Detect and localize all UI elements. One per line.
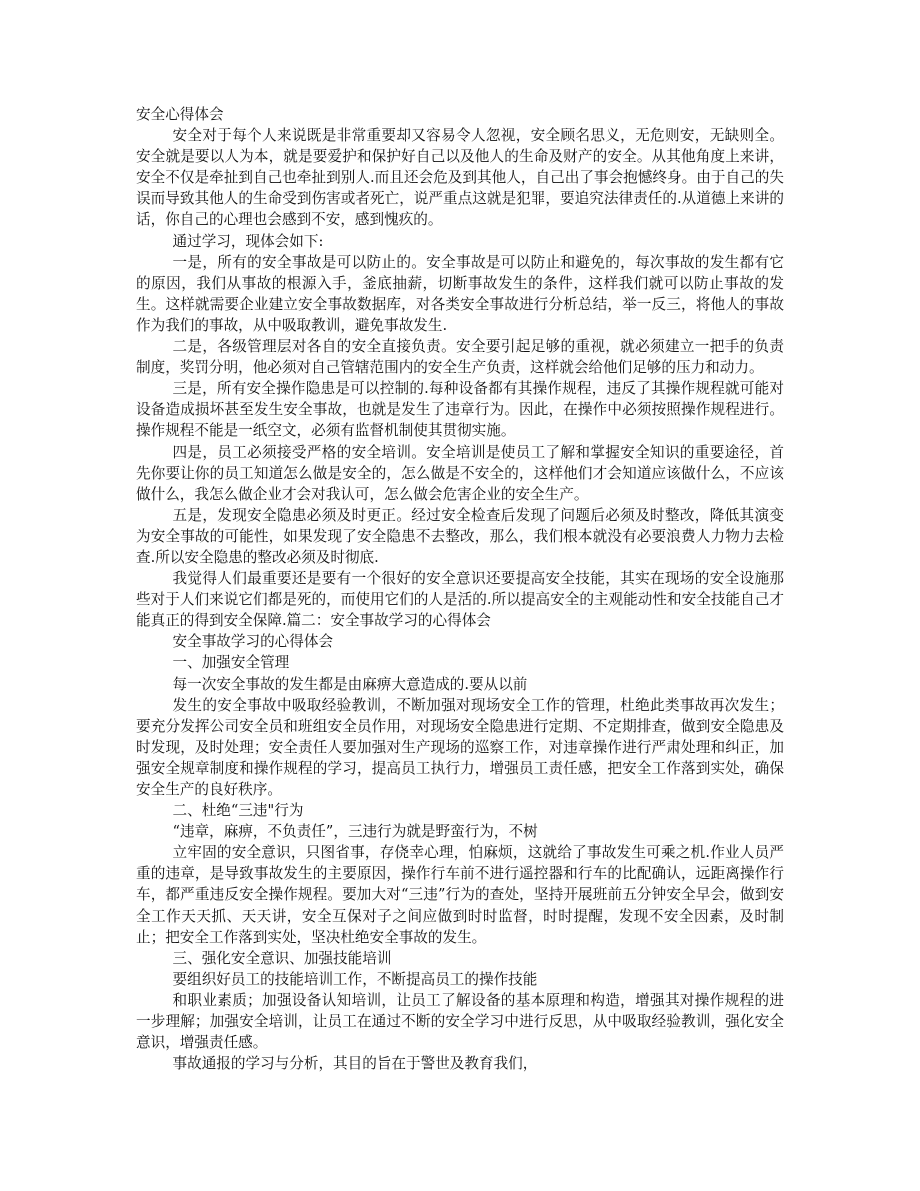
document-page <box>136 104 784 1074</box>
paragraph: 我觉得人们最重要还是要有一个很好的安全意识还要提高安全技能，其实在现场的安全设施那些对于人们来说它们都是死的，而使用它们的人是活的.所以提高安全的主观能动性和安全技能自己才能真正的得到安全保障.篇二：安全事故学习的心得体会 <box>136 570 784 630</box>
section-heading: 三、强化安全意识、加强技能培训 <box>172 949 392 967</box>
paragraph: 要组织好员工的技能培训工作，不断提高员工的操作技能 <box>172 970 538 988</box>
section-title: 安全事故学习的心得体会 <box>172 633 334 651</box>
paragraph: “违章，麻痹，不负责任”，三违行为就是野蛮行为，不树 <box>172 823 538 841</box>
paragraph: 通过学习，现体会如下: <box>172 232 324 250</box>
section-heading: 二、杜绝“三违"行为 <box>172 802 304 820</box>
paragraph: 五是，发现安全隐患必须及时更正。经过安全检查后发现了问题后必须及时整改，降低其演变为安全事故的可能性，如果发现了安全隐患不去整改，那么，我们根本就没有必要浪费人力物力去检查.所以安全隐患的整改必须及时彻底. <box>136 506 784 566</box>
paragraph: 三是，所有安全操作隐患是可以控制的.每种设备都有其操作规程，违反了其操作规程就可能对设备造成损坏甚至发生安全事故，也就是发生了违章行为。因此，在操作中必须按照操作规程进行。操作规程不能是一纸空文，必须有监督机制使其贯彻实施。 <box>136 380 784 440</box>
paragraph: 发生的安全事故中吸取经验教训，不断加强对现场安全工作的管理，杜绝此类事故再次发生；要充分发挥公司安全员和班组安全员作用，对现场安全隐患进行定期、不定期排查，做到安全隐患及时发现，及时处理；安全责任人要加强对生产现场的巡察工作，对违章操作进行严肃处理和纠正，加强安全规章制度和操作规程的学习，提高员工执行力，增强员工责任感，把安全工作落到实处，确保安全生产的良好秩序。 <box>136 696 784 798</box>
section-heading: 一、加强安全管理 <box>172 654 290 672</box>
paragraph: 立牢固的安全意识，只图省事，存侥幸心理，怕麻烦，这就给了事故发生可乘之机.作业人员严重的违章，是导致事故发生的主要原因，操作行车前不进行遥控器和行车的比配确认，远距离操作行车，都严重违反安全操作规程。要加大对“三违”行为的查处，坚持开展班前五分钟安全早会，做到安全工作天天抓、天天讲，安全互保对子之间应做到时时监督，时时提醒，发现不安全因素，及时制止；把安全工作落到实处，坚决杜绝安全事故的发生。 <box>136 844 784 946</box>
paragraph: 一是，所有的安全事故是可以防止的。安全事故是可以防止和避免的，每次事故的发生都有它的原因，我们从事故的根源入手，釜底抽薪，切断事故发生的条件，这样我们就可以防止事故的发生。这样就需要企业建立安全事故数据库，对各类安全事故进行分析总结，举一反三，将他人的事故作为我们的事故，从中吸取教训，避免事故发生. <box>136 253 784 334</box>
paragraph: 事故通报的学习与分析，其目的旨在于警世及教育我们， <box>172 1055 538 1073</box>
paragraph: 四是，员工必须接受严格的安全培训。安全培训是使员工了解和掌握安全知识的重要途径，首先你要让你的员工知道怎么做是安全的，怎么做是不安全的，这样他们才会知道应该做什么，不应该做什么，我怎么做企业才会对我认可，怎么做会危害企业的安全生产。 <box>136 443 784 503</box>
paragraph: 每一次安全事故的发生都是由麻痹大意造成的.要从以前 <box>172 675 528 693</box>
paragraph: 二是，各级管理层对各自的安全直接负责。安全要引起足够的重视，就必须建立一把手的负责制度，奖罚分明，他必须对自己管辖范围内的安全生产负责，这样就会给他们足够的压力和动力。 <box>136 338 784 377</box>
document-title: 安全心得体会 <box>136 106 224 123</box>
paragraph: 安全对于每个人来说既是非常重要却又容易令人忽视，安全顾名思义，无危则安，无缺则全。安全就是要以人为本，就是要爱护和保护好自己以及他人的生命及财产的安全。从其他角度上来讲，安全不仅是牵扯到自己也牵扯到别人.而且还会危及到其他人，自己出了事会抱憾终身。由于自己的失误而导致其他人的生命受到伤害或者死亡，说严重点这就是犯罪，要追究法律责任的.从道德上来讲的话，你自己的心理也会感到不安，感到愧疚的。 <box>136 127 784 229</box>
paragraph: 和职业素质；加强设备认知培训，让员工了解设备的基本原理和构造，增强其对操作规程的进一步理解；加强安全培训，让员工在通过不断的安全学习中进行反思，从中吸取经验教训，强化安全意识，增强责任感。 <box>136 991 784 1052</box>
